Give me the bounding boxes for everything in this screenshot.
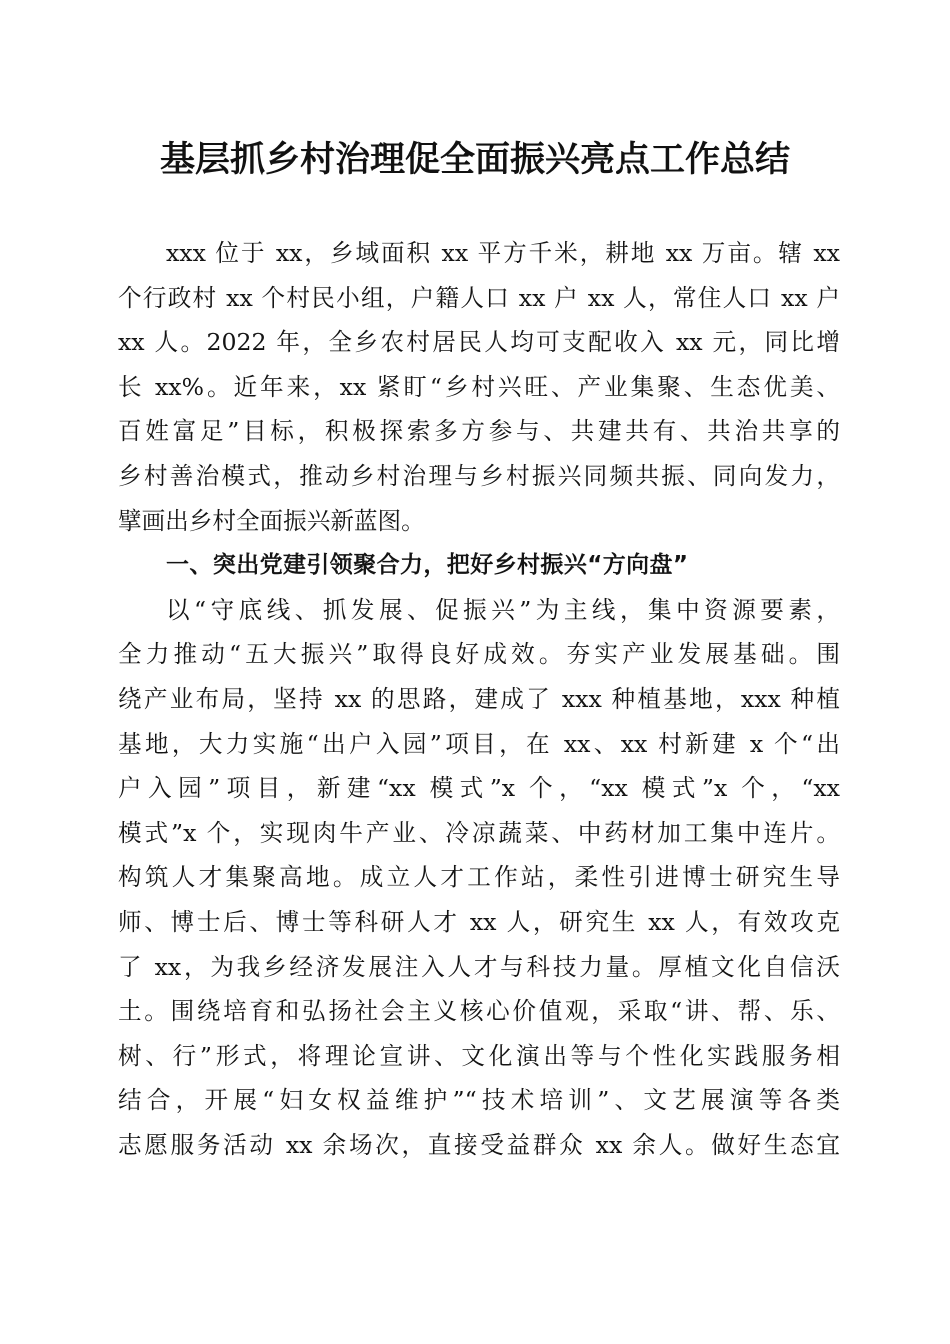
document-body [118, 231, 840, 1167]
section-heading: 一、突出党建引领聚合力，把好乡村振兴“方向盘” [166, 552, 689, 579]
paragraph-line: 志愿服务活动 xx 余场次，直接受益群众 xx 余人。做好生态宜 [118, 1130, 840, 1159]
paragraph-line: xxx 位于 xx，乡域面积 xx 平方千米，耕地 xx 万亩。辖 xx [166, 239, 840, 267]
paragraph-line: 构筑人才集聚高地。成立人才工作站，柔性引进博士研究生导 [118, 863, 840, 892]
paragraph-line: 擘画出乡村全面振兴新蓝图。 [118, 506, 425, 535]
paragraph-line: 长 xx%。近年来，xx 紧盯“乡村兴旺、产业集聚、生态优美、 [118, 372, 840, 401]
paragraph-line: 了 xx，为我乡经济发展注入人才与科技力量。厚植文化自信沃 [118, 952, 840, 981]
paragraph-line: 基地，大力实施“出户入园”项目，在 xx、xx 村新建 x 个“出 [118, 729, 840, 758]
paragraph-line: 户入园”项目，新建“xx 模式”x 个，“xx 模式”x 个，“xx [118, 774, 840, 803]
paragraph-line: 土。围绕培育和弘扬社会主义核心价值观，采取“讲、帮、乐、 [118, 997, 840, 1026]
paragraph-line: 树、行”形式，将理论宣讲、文化演出等与个性化实践服务相 [118, 1041, 840, 1070]
paragraph-line: 个行政村 xx 个村民小组，户籍人口 xx 户 xx 人，常住人口 xx 户 [118, 283, 840, 312]
paragraph-line: 师、博士后、博士等科研人才 xx 人，研究生 xx 人，有效攻克 [118, 907, 840, 936]
page-title: 基层抓乡村治理促全面振兴亮点工作总结 [159, 139, 790, 180]
paragraph-line: 百姓富足”目标，积极探索多方参与、共建共有、共治共享的 [118, 417, 840, 446]
paragraph-line: 乡村善治模式，推动乡村治理与乡村振兴同频共振、同向发力， [118, 461, 840, 490]
paragraph-line: 绕产业布局，坚持 xx 的思路，建成了 xxx 种植基地，xxx 种植 [118, 684, 840, 713]
paragraph-line: 以“守底线、抓发展、促振兴”为主线，集中资源要素， [166, 595, 840, 624]
paragraph-line: 结合，开展“妇女权益维护”“技术培训”、文艺展演等各类 [118, 1086, 840, 1115]
paragraph-line: xx 人。2022 年，全乡农村居民人均可支配收入 xx 元，同比增 [118, 328, 840, 357]
paragraph-line: 模式”x 个，实现肉牛产业、冷凉蔬菜、中药材加工集中连片。 [118, 818, 840, 847]
paragraph-line: 全力推动“五大振兴”取得良好成效。夯实产业发展基础。围 [118, 640, 840, 669]
